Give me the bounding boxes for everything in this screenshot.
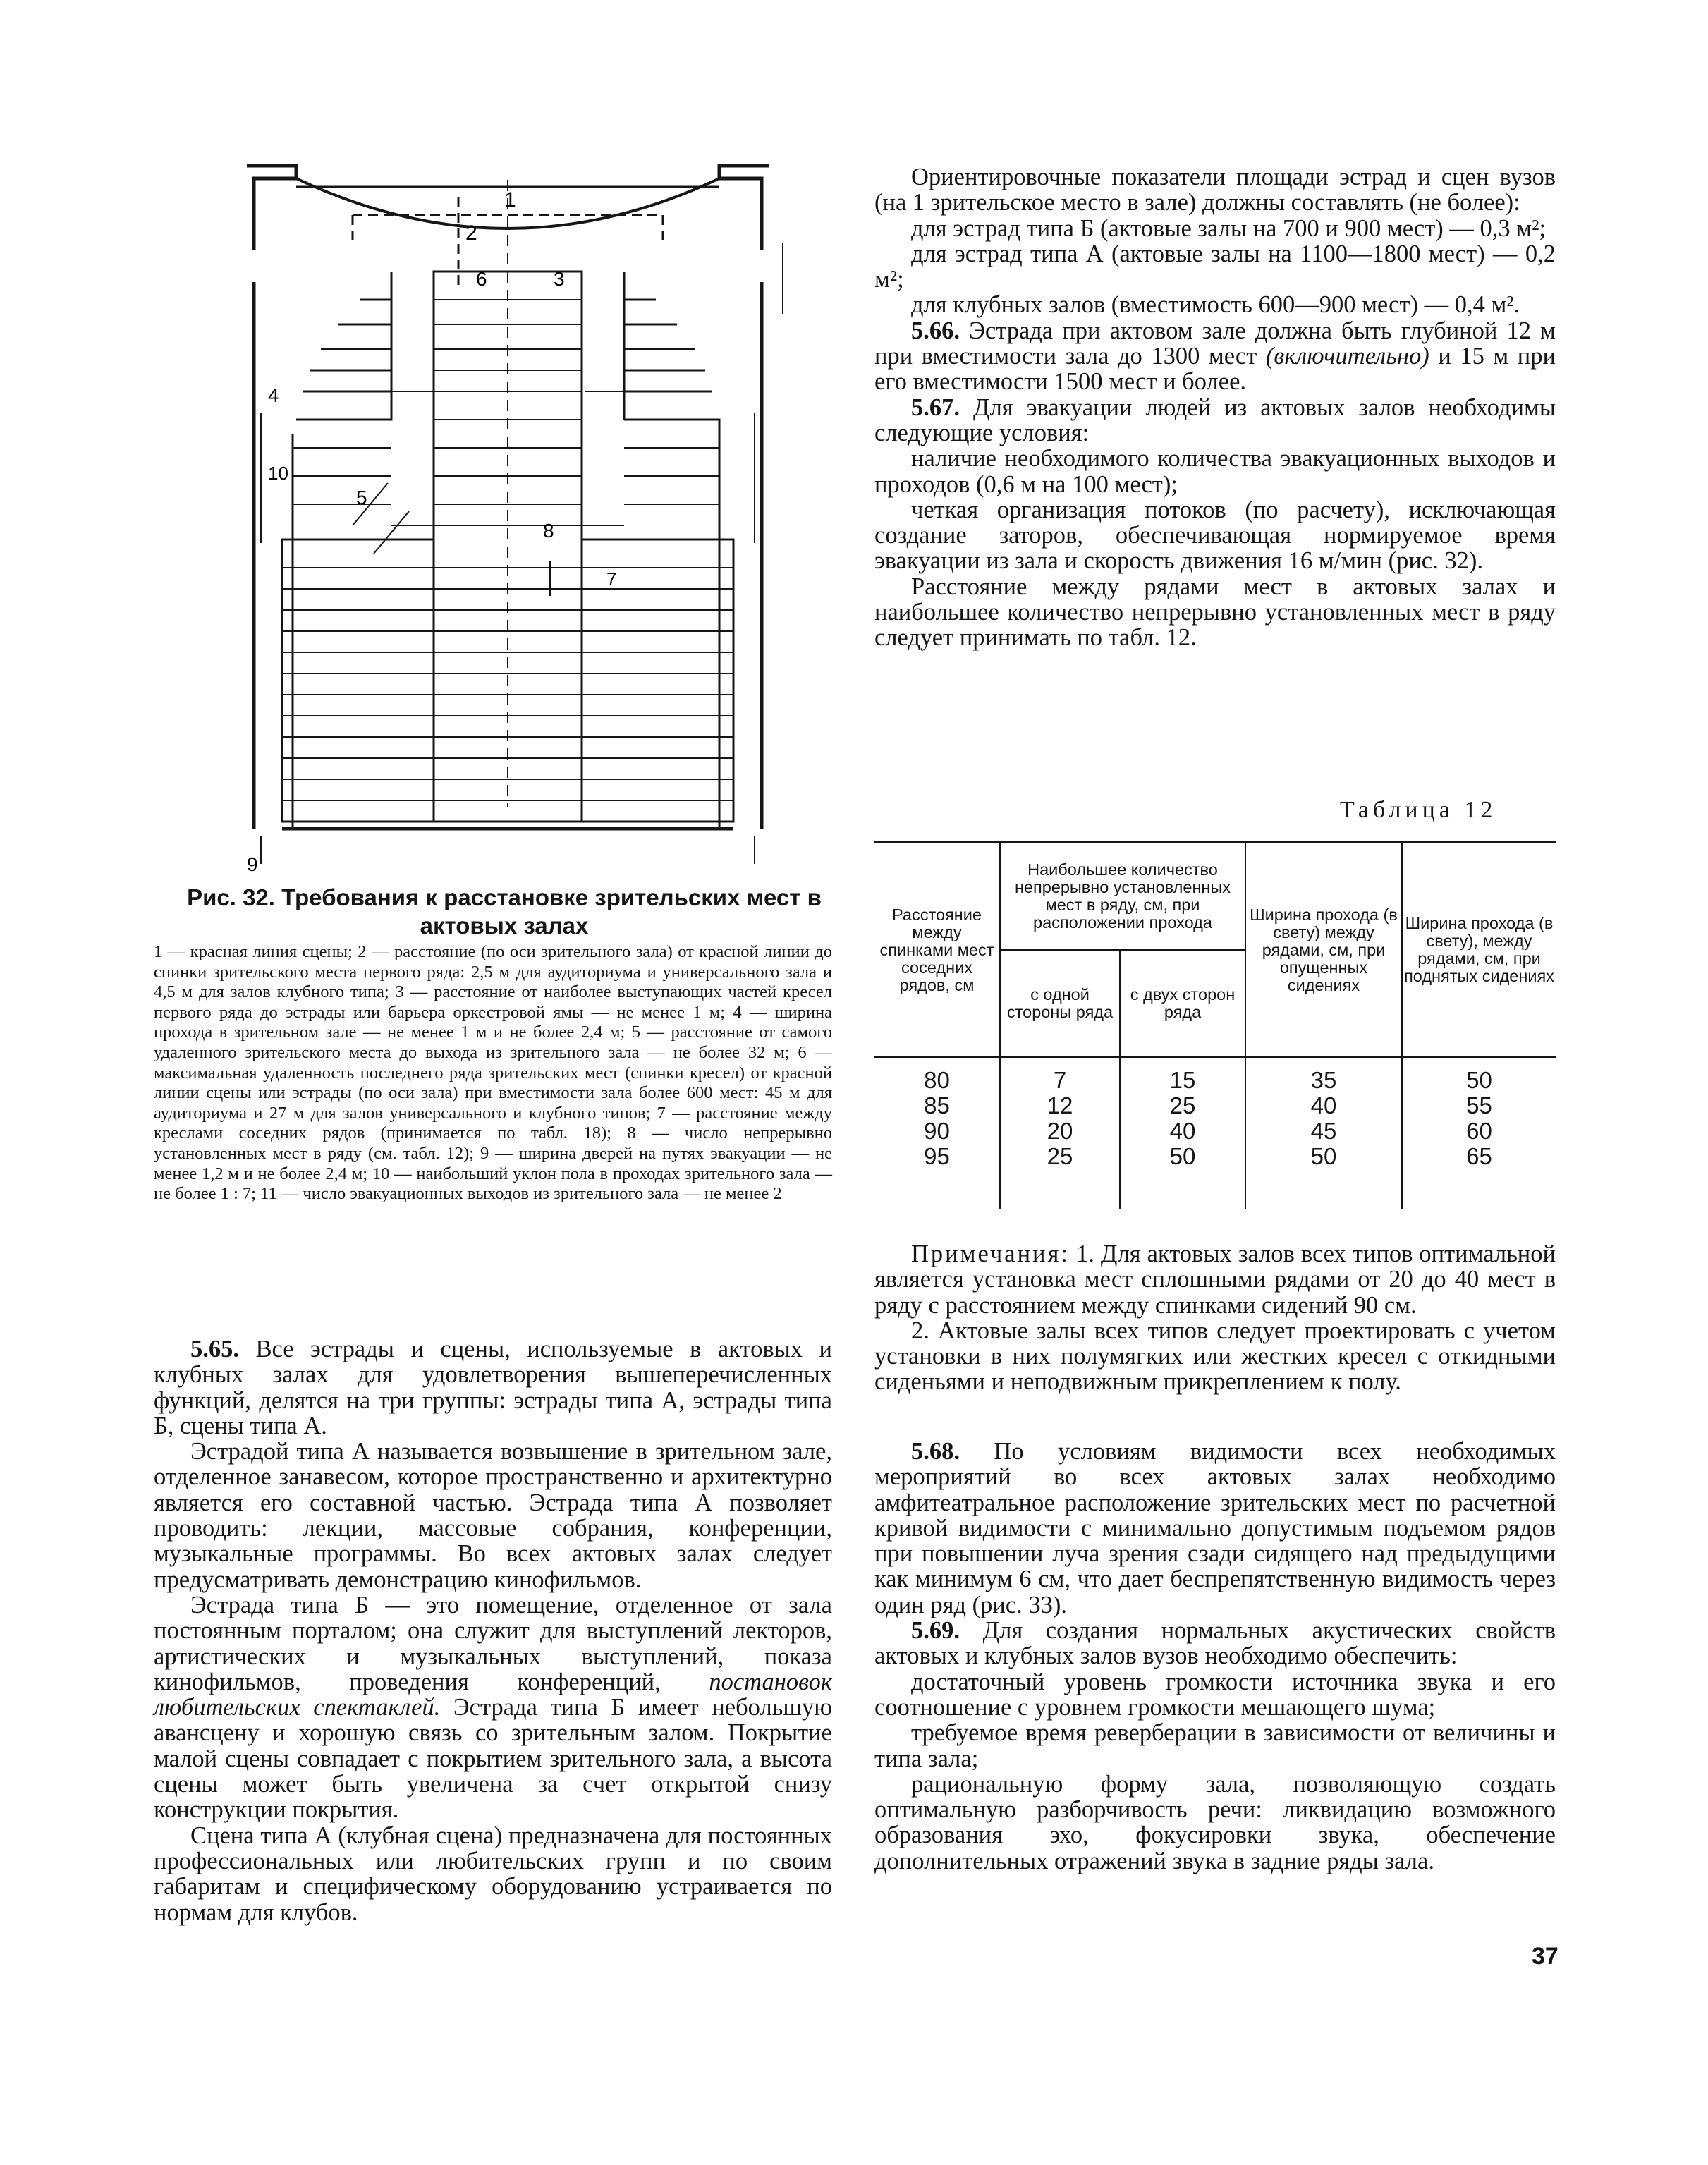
section-5-69-number: 5.69. (911, 1617, 960, 1645)
figure-label-8: 8 (543, 520, 554, 542)
figure-label-10: 10 (268, 463, 288, 484)
item-estrada-a-area: для эстрад типа А (актовые залы на 1100—1800 мест) — 0,2 м²; (874, 240, 1556, 293)
note-1: 1. Для актовых залов всех типов оптимальной является установка мест сплошными рядами от 20 до 40 мест в ряду с расстоянием между спинками сидений 90 см. (874, 1240, 1556, 1319)
table-header-aisle-lowered: Ширина прохода (в свету) между рядами, см, при опущенных сидениях (1245, 843, 1402, 1058)
table-cell: 20 (1047, 1118, 1073, 1144)
notes-label: Примечания: (911, 1240, 1070, 1267)
paragraph-area-indicators: Ориентировочные показатели площади эстрад и сцен вузов (на 1 зрительское место в зале) должны составлять (не более): (874, 164, 1556, 216)
table-12 (874, 841, 1556, 1209)
section-5-65-text: Все эстрады и сцены, используемые в актовых и клубных залах для удовлетворения вышеперечисленных функций, делятся на три группы: эстрады типа А, эстрады типа Б, сцены типа А. (154, 1336, 832, 1439)
table-cell: 50 (1466, 1067, 1492, 1093)
table-cell: 25 (1169, 1092, 1196, 1118)
section-5-67-text: Для эвакуации людей из актовых залов необходимы следующие условия: (874, 394, 1556, 446)
table-column-aisle-raised (1402, 1057, 1556, 1209)
table-cell: 25 (1047, 1143, 1073, 1169)
table-cell: 50 (1310, 1143, 1337, 1169)
table-column-aisle-lowered (1245, 1057, 1402, 1209)
table-cell: 50 (1169, 1143, 1196, 1169)
table-column-spacing (874, 1057, 1000, 1209)
table-cell: 65 (1466, 1143, 1492, 1169)
table-cell: 15 (1169, 1067, 1196, 1093)
item-loudness: достаточный уровень громкости источника звука и его соотношение с уровнем громкости мешающего шума; (874, 1668, 1556, 1721)
paragraph-estrada-b-italic: постановок любительских спектаклей. (154, 1668, 832, 1721)
figure-label-4: 4 (268, 384, 279, 406)
table-cell: 45 (1310, 1118, 1337, 1144)
right-column-top-text (874, 164, 1556, 651)
figure-legend: 1 — красная линия сцены; 2 — расстояние (по оси зрительного зала) от красной линии до спинки зрительского места первого ряда: 2,5 м для аудиториума и универсального зала и 4,5 м для залов клубного типа; 3 — расстояние от наиболее выступающих частей кресел первого ряда до эстрады или барьера оркестровой ямы — не менее 1 м; 4 — ширина прохода в зрительном зале — не менее 1 м и не более 2,4 м; 5 — расстояние от самого удаленного зрительского места до выхода из зрительного зала — не более 32 м; 6 — максимальная удаленность последнего ряда зрительских мест (спинки кресел) от красной линии сцены или эстрады (по оси зала) при вместимости зала более 600 мест: 45 м для аудиториума и 27 м для залов универсального и клубного типов; 7 — расстояние между креслами соседних рядов (принимается по табл. 18); 8 — число непрерывно установленных мест в ряду (см. табл. 12); 9 — ширина дверей на путях эвакуации — не менее 1,2 м и не более 2,4 м; 10 — наибольший уклон пола в проходах зрительного зала — не более 1 : 7; 11 — число эвакуационных выходов из зрительного зала — не менее 2 (154, 942, 832, 1204)
table-cell: 40 (1169, 1118, 1196, 1144)
section-5-67-number: 5.67. (911, 394, 960, 421)
figure-seating-plan (233, 159, 783, 885)
table-cell: 7 (1053, 1067, 1067, 1093)
section-5-66-text-c: и 15 м при его вместимости 1500 мест и более. (874, 343, 1556, 396)
page-number: 37 (1532, 1943, 1558, 1970)
table-cell: 95 (924, 1143, 950, 1169)
figure-label-1: 1 (504, 188, 516, 212)
right-column-bottom-text (874, 1439, 1556, 1874)
table-data-body (874, 1057, 1556, 1209)
left-column-text (154, 1336, 832, 1925)
table-subheader-one-side: с одной стороны ряда (1000, 950, 1120, 1057)
table-cell: 55 (1466, 1092, 1492, 1118)
figure-label-9: 9 (247, 853, 258, 875)
figure-label-2: 2 (465, 221, 477, 245)
item-estrada-b-area: для эстрад типа Б (актовые залы на 700 и 900 мест) — 0,3 м²; (911, 214, 1547, 242)
table-column-one-side (1000, 1057, 1120, 1209)
table-header-aisle-raised: Ширина прохода (в свету), между рядами, см, при поднятых сидениях (1404, 914, 1554, 985)
note-2: 2. Актовые залы всех типов следует проектировать с учетом установки в них полумягких или жестких кресел с откидными сиденьями и неподвижным прикреплением к полу. (874, 1317, 1556, 1396)
figure-label-5: 5 (356, 487, 367, 508)
paragraph-estrada-b-end: Эстрада типа Б имеет небольшую авансцену и хорошую связь со зрительным залом. Покрытие малой сцены совпадает с покрытием зрительного зала, а высота сцены может быть увеличена за счет открытой снизу конструкции покрытия. (154, 1694, 832, 1824)
item-reverberation: требуемое время реверберации в зависимости от величины и типа зала; (874, 1719, 1556, 1772)
table-subheader-two-sides: с двух сторон ряда (1120, 950, 1245, 1057)
table-cell: 35 (1310, 1067, 1337, 1093)
figure-label-7: 7 (606, 568, 617, 590)
item-flow-organization: четкая организация потоков (по расчету), исключающая создание заторов, обеспечивающая нормируемое время эвакуации из зала и скорость движения 16 м/мин (рис. 32). (874, 496, 1556, 575)
table-header-max-seats: Наибольшее количество непрерывно установленных мест в ряду, см, при расположении прохода (1000, 843, 1245, 951)
figure-label-6: 6 (476, 268, 487, 290)
seating-plan-drawing (233, 159, 783, 885)
section-5-66-number: 5.66. (911, 317, 960, 344)
table-cell: 40 (1310, 1092, 1337, 1118)
paragraph-row-spacing: Расстояние между рядами мест в актовых залах и наибольшее количество непрерывно установленных мест в ряду следует принимать по табл. 12. (874, 573, 1556, 652)
section-5-65-number: 5.65. (190, 1336, 239, 1362)
section-5-68-number: 5.68. (911, 1438, 960, 1465)
figure-caption-title: Рис. 32. Требования к расстановке зрительских мест в актовых залах (187, 884, 822, 939)
section-5-66-text-italic: (включительно) (1265, 343, 1429, 370)
table-cell: 60 (1466, 1118, 1492, 1144)
item-evacuation-exits: наличие необходимого количества эвакуационных выходов и проходов (0,6 м на 100 мест); (874, 445, 1556, 498)
table-cell: 85 (924, 1092, 950, 1118)
table-column-two-sides (1120, 1057, 1245, 1209)
section-5-66-text-a: Эстрада при актовом зале должна быть глубиной 12 м при вместимости зала до 1300 мест (874, 317, 1556, 370)
item-club-hall-area: для клубных залов (вместимость 600—900 мест) — 0,4 м². (911, 291, 1520, 319)
figure-label-3: 3 (554, 268, 565, 290)
table-title: Таблица 12 (1340, 797, 1497, 823)
section-5-69-text: Для создания нормальных акустических свойств актовых и клубных залов вузов необходимо обеспечить: (874, 1617, 1556, 1670)
section-5-68-text: По условиям видимости всех необходимых мероприятий во всех актовых залах необходимо амфитеатральное расположение зрительских мест по расчетной кривой видимости с минимально допустимым подъемом рядов при повышении луча зрения сзади сидящего над предыдущими как минимум 6 см, что дает беспрепятственную видимость через один ряд (рис. 33). (874, 1438, 1556, 1618)
item-hall-shape: рациональную форму зала, позволяющую создать оптимальную разборчивость речи: ликвидацию возможного образования эхо, фокусировки звука, обеспечение дополнительных отражений звука в задние ряды зала. (874, 1770, 1556, 1874)
table-cell: 12 (1047, 1092, 1073, 1118)
paragraph-estrada-a: Эстрадой типа А называется возвышение в зрительном зале, отделенное занавесом, которое пространственно и архитектурно является его составной частью. Эстрада типа А позволяет проводить: лекции, массовые собрания, конференции, музыкальные программы. Во всех актовых залах следует предусматривать демонстрацию кинофильмов. (154, 1438, 832, 1593)
table-cell: 80 (924, 1067, 950, 1093)
table-header-row-spacing: Расстояние между спинками мест соседних рядов, см (874, 843, 1000, 1058)
paragraph-scena-a: Сцена типа А (клубная сцена) предназначена для постоянных профессиональных или любительских групп и по своим габаритам и специфическому оборудованию устраивается по нормам для клубов. (154, 1822, 832, 1926)
table-cell: 90 (924, 1118, 950, 1144)
paragraph-estrada-b-start: Эстрада типа Б — это помещение, отделенное от зала постоянным порталом; она служит для выступлений лекторов, артистических и музыкальных выступлений, показа кинофильмов, проведения конференций, (154, 1591, 832, 1695)
table-notes (874, 1241, 1556, 1395)
